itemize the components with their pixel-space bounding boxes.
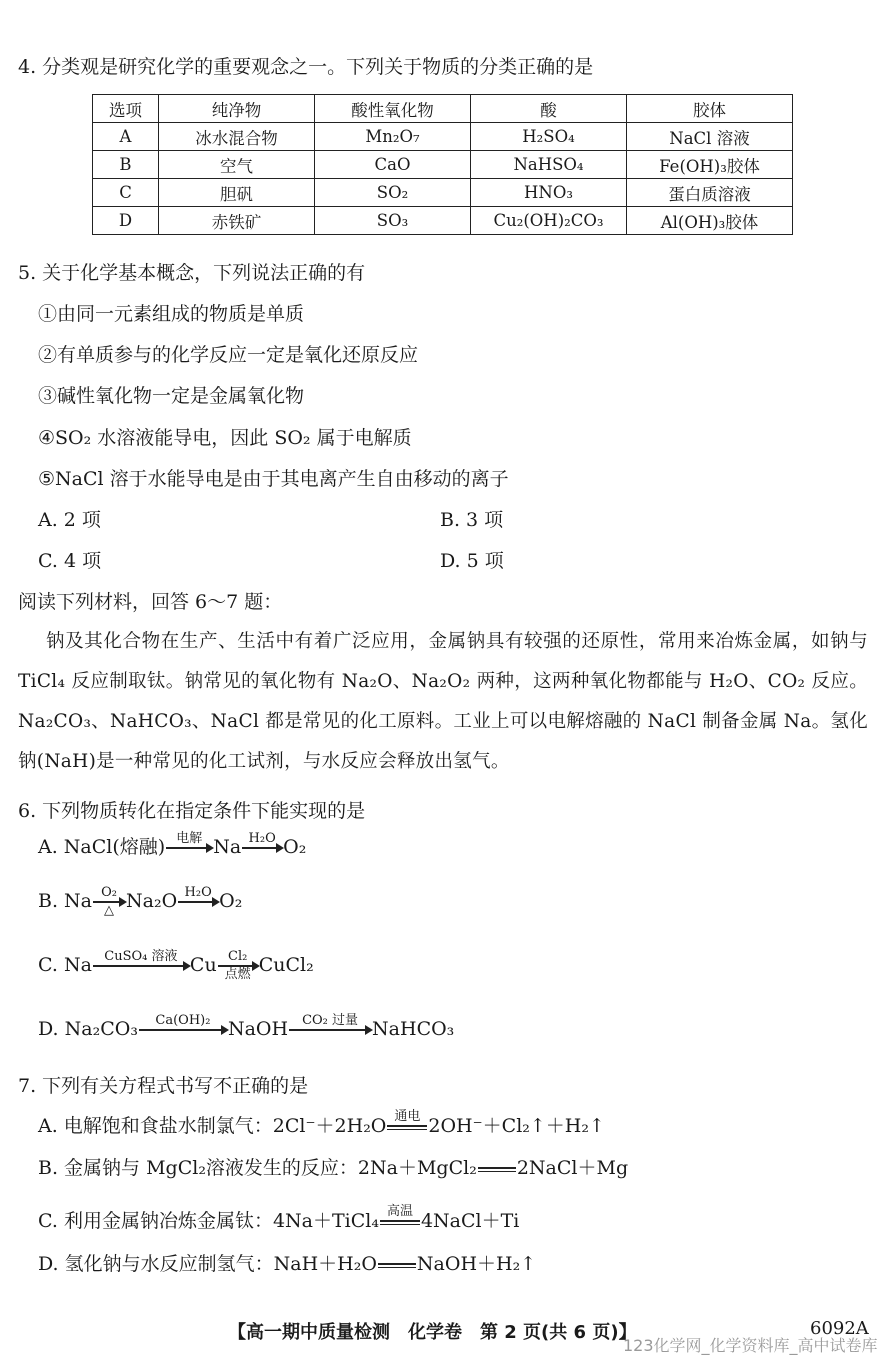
q5-option-a: A. 2 项 xyxy=(38,509,101,531)
table-cell: CaO xyxy=(315,151,471,179)
arrow-condition: H₂O xyxy=(184,885,212,900)
paper-code: 6092A xyxy=(810,1318,869,1339)
table-cell: 胆矾 xyxy=(159,179,315,207)
arrow-condition: 电解 xyxy=(176,831,203,846)
equation-condition: 通电 xyxy=(394,1109,421,1124)
q4-stem: 4. 分类观是研究化学的重要观念之一。下列关于物质的分类正确的是 xyxy=(18,56,594,78)
q7-option-a xyxy=(38,1110,605,1144)
q4-table xyxy=(92,94,793,235)
table-cell: HNO₃ xyxy=(471,179,627,207)
q5-option-b: B. 3 项 xyxy=(440,509,504,531)
table-cell: 赤铁矿 xyxy=(159,207,315,235)
q5-option-c: C. 4 项 xyxy=(38,550,102,572)
equals-sign xyxy=(478,1152,516,1186)
table-cell: B xyxy=(93,151,159,179)
table-cell: D xyxy=(93,207,159,235)
intermediate: Na xyxy=(213,836,242,858)
q7-option-c xyxy=(38,1205,519,1239)
equation-condition: 高温 xyxy=(386,1204,413,1219)
table-cell: A xyxy=(93,123,159,151)
q5-statement: ③碱性氧化物一定是金属氧化物 xyxy=(38,385,305,407)
table-row xyxy=(93,123,793,151)
q6-option-c xyxy=(38,950,314,982)
reaction-arrow xyxy=(289,1014,371,1046)
table-cell: Mn₂O₇ xyxy=(315,123,471,151)
arrow-condition: Cl₂ xyxy=(228,949,248,964)
q6-option-b xyxy=(38,886,242,918)
reaction-arrow xyxy=(139,1014,227,1046)
q5-statement: ⑤NaCl 溶于水能导电是由于其电离产生自由移动的离子 xyxy=(38,468,509,490)
table-header: 酸 xyxy=(471,95,627,123)
q7-option-b xyxy=(38,1152,628,1186)
q5-statement: ④SO₂ 水溶液能导电，因此 SO₂ 属于电解质 xyxy=(38,427,412,449)
table-cell: C xyxy=(93,179,159,207)
equation-right: 2NaCl＋Mg xyxy=(516,1157,629,1179)
table-cell: SO₂ xyxy=(315,179,471,207)
table-cell: Fe(OH)₃胶体 xyxy=(627,151,793,179)
reaction-arrow xyxy=(166,832,212,864)
intermediate: NaOH xyxy=(227,1018,289,1040)
equation-right: 2OH⁻＋Cl₂↑＋H₂↑ xyxy=(428,1115,605,1137)
reaction-arrow xyxy=(178,886,218,918)
reaction-arrow xyxy=(242,832,282,864)
equals-sign xyxy=(387,1110,427,1144)
arrow-condition: CuSO₄ 溶液 xyxy=(104,949,178,964)
reactant: A. NaCl(熔融) xyxy=(38,836,166,858)
reaction-arrow xyxy=(218,950,258,982)
watermark: 123化学网_化学资料库_高中试卷库 xyxy=(623,1336,878,1355)
product: O₂ xyxy=(283,836,307,858)
table-cell: Al(OH)₃胶体 xyxy=(627,207,793,235)
equation-right: 4NaCl＋Ti xyxy=(420,1210,520,1232)
table-cell: Cu₂(OH)₂CO₃ xyxy=(471,207,627,235)
table-row xyxy=(93,179,793,207)
equals-sign xyxy=(380,1205,420,1239)
q6-option-d xyxy=(38,1014,454,1046)
table-header: 胶体 xyxy=(627,95,793,123)
table-header: 选项 xyxy=(93,95,159,123)
table-cell: 空气 xyxy=(159,151,315,179)
table-cell: H₂SO₄ xyxy=(471,123,627,151)
table-header: 酸性氧化物 xyxy=(315,95,471,123)
arrow-condition: H₂O xyxy=(248,831,276,846)
q5-statement: ①由同一元素组成的物质是单质 xyxy=(38,303,305,325)
page-footer: 【高一期中质量检测 化学卷 第 2 页(共 6 页)】 xyxy=(228,1322,637,1343)
table-cell: 冰水混合物 xyxy=(159,123,315,151)
table-header: 纯净物 xyxy=(159,95,315,123)
equation-left: A. 电解饱和食盐水制氯气：2Cl⁻＋2H₂O xyxy=(38,1115,387,1137)
intermediate: Cu xyxy=(189,954,217,976)
product: O₂ xyxy=(219,890,243,912)
arrow-condition: O₂ xyxy=(101,885,117,900)
arrow-condition: Ca(OH)₂ xyxy=(155,1013,211,1028)
table-header-row xyxy=(93,95,793,123)
equation-left: C. 利用金属钠冶炼金属钛：4Na＋TiCl₄ xyxy=(38,1210,379,1232)
equals-sign xyxy=(378,1248,416,1282)
reactant: B. Na xyxy=(38,890,92,912)
table-row xyxy=(93,207,793,235)
table-cell: NaCl 溶液 xyxy=(627,123,793,151)
arrow-condition-under: 点燃 xyxy=(224,967,251,982)
equation-right: NaOH＋H₂↑ xyxy=(416,1253,537,1275)
q7-option-d xyxy=(38,1248,536,1282)
intermediate: Na₂O xyxy=(126,890,178,912)
reading-passage-text: 钠及其化合物在生产、生活中有着广泛应用，金属钠具有较强的还原性，常用来冶炼金属，如钠与 TiCl₄ 反应制取钛。钠常见的氧化物有 Na₂O、Na₂O₂ 两种，这两种氧化物都能与 H₂O、CO₂ 反应。Na₂CO₃、NaHCO₃、NaCl 都是常见的化工原料。工业上可以电解熔融的 NaCl 制备金属 Na。氢化钠(NaH)是一种常见的化工试剂，与水反应会释放出氢气。 xyxy=(18,631,868,772)
product: NaHCO₃ xyxy=(372,1018,455,1040)
q5-statement: ②有单质参与的化学反应一定是氧化还原反应 xyxy=(38,344,419,366)
reactant: D. Na₂CO₃ xyxy=(38,1018,138,1040)
q6-stem: 6. 下列物质转化在指定条件下能实现的是 xyxy=(18,800,366,822)
table-cell: 蛋白质溶液 xyxy=(627,179,793,207)
table-cell: NaHSO₄ xyxy=(471,151,627,179)
reactant: C. Na xyxy=(38,954,92,976)
reading-intro: 阅读下列材料，回答 6～7 题： xyxy=(18,591,283,613)
q5-stem: 5. 关于化学基本概念，下列说法正确的有 xyxy=(18,262,366,284)
reaction-arrow xyxy=(93,886,125,918)
reaction-arrow xyxy=(93,950,189,982)
equation-left: B. 金属钠与 MgCl₂溶液发生的反应：2Na＋MgCl₂ xyxy=(38,1157,477,1179)
equation-left: D. 氢化钠与水反应制氢气：NaH＋H₂O xyxy=(38,1253,377,1275)
arrow-condition: CO₂ 过量 xyxy=(302,1013,359,1028)
product: CuCl₂ xyxy=(258,954,314,976)
q7-stem: 7. 下列有关方程式书写不正确的是 xyxy=(18,1075,309,1097)
table-cell: SO₃ xyxy=(315,207,471,235)
heat-symbol: △ xyxy=(104,903,114,918)
q6-option-a xyxy=(38,832,306,864)
reading-passage xyxy=(18,622,868,782)
table-row xyxy=(93,151,793,179)
q5-option-d: D. 5 项 xyxy=(440,550,504,572)
